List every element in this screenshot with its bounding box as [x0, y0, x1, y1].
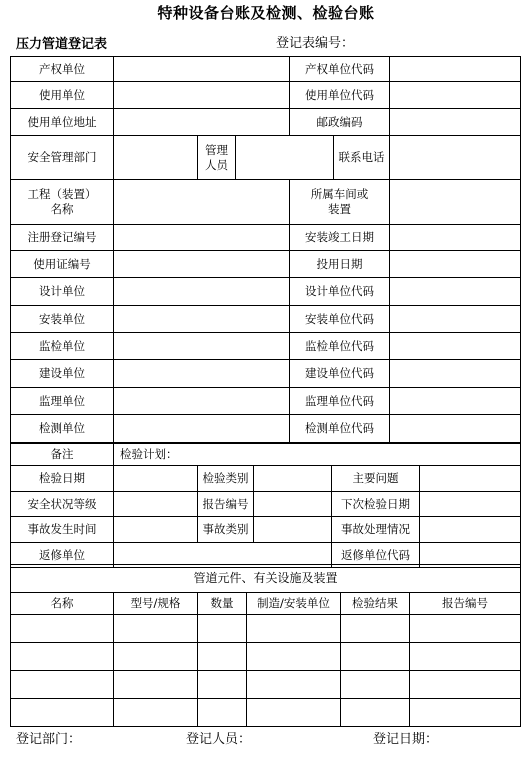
table-cell[interactable] [341, 643, 410, 671]
inspection-table [10, 443, 521, 568]
repair-unit-label: 返修单位 [11, 543, 114, 568]
accident-type-value[interactable] [254, 517, 332, 543]
inspection-type-label: 检验类别 [198, 466, 254, 492]
safety-manager-label-line1: 管理 [205, 142, 228, 157]
table-cell[interactable] [410, 671, 521, 699]
accident-time-value[interactable] [114, 517, 198, 543]
project-name-label-line1: 工程（装置） [27, 187, 97, 201]
construction-unit-label: 建设单位 [11, 360, 114, 388]
table-cell[interactable] [114, 615, 198, 643]
table-row [11, 615, 521, 643]
table-cell[interactable] [198, 643, 247, 671]
footer-registration-date: 登记日期： [373, 732, 439, 747]
footer-registration-person: 登记人员： [186, 732, 252, 747]
owner-unit-code-label: 产权单位代码 [290, 57, 390, 82]
supervisor-unit-code-value[interactable] [390, 388, 521, 415]
construction-unit-value[interactable] [114, 360, 290, 388]
project-name-label-line2: 名称 [50, 202, 74, 216]
design-unit-code-label: 设计单位代码 [290, 278, 390, 306]
design-unit-code-value[interactable] [390, 278, 521, 306]
design-unit-value[interactable] [114, 278, 290, 306]
next-inspection-date-label: 下次检验日期 [332, 492, 420, 517]
safety-dept-label: 安全管理部门 [11, 136, 114, 180]
col-header-quantity: 数量 [198, 593, 247, 615]
supervisor-unit-code-label: 监理单位代码 [290, 388, 390, 415]
table-cell[interactable] [410, 615, 521, 643]
safety-manager-label-line2: 人员 [205, 157, 228, 172]
table-cell[interactable] [198, 615, 247, 643]
inspection-plan-label: 检验计划： [114, 444, 521, 466]
repair-unit-code-label: 返修单位代码 [332, 543, 420, 568]
user-address-label: 使用单位地址 [11, 109, 114, 136]
reg-number-value[interactable] [114, 225, 290, 251]
col-header-manufacturer: 制造/安装单位 [247, 593, 341, 615]
user-address-value[interactable] [114, 109, 290, 136]
report-number-value[interactable] [254, 492, 332, 517]
accident-handling-label: 事故处理情况 [332, 517, 420, 543]
table-cell[interactable] [198, 671, 247, 699]
col-header-name: 名称 [11, 593, 114, 615]
postal-code-label: 邮政编码 [290, 109, 390, 136]
testing-unit-code-label: 检测单位代码 [290, 415, 390, 443]
table-cell[interactable] [11, 699, 114, 727]
main-issues-value[interactable] [420, 466, 521, 492]
table-cell[interactable] [410, 699, 521, 727]
table-cell[interactable] [341, 615, 410, 643]
table-cell[interactable] [247, 699, 341, 727]
components-section-title: 管道元件、有关设施及装置 [11, 565, 521, 593]
col-header-model: 型号/规格 [114, 593, 198, 615]
phone-label: 联系电话 [334, 136, 390, 180]
col-header-report-number: 报告编号 [410, 593, 521, 615]
owner-unit-label: 产权单位 [11, 57, 114, 82]
use-cert-number-label: 使用证编号 [11, 251, 114, 278]
owner-unit-code-value[interactable] [390, 57, 521, 82]
project-name-value[interactable] [114, 180, 290, 225]
install-unit-value[interactable] [114, 306, 290, 333]
supervisor-unit-label: 监理单位 [11, 388, 114, 415]
postal-code-value[interactable] [390, 109, 521, 136]
table-cell[interactable] [11, 643, 114, 671]
workshop-label-line1: 所属车间或 [310, 187, 369, 201]
supervision-inspection-unit-label: 监检单位 [11, 333, 114, 360]
supervisor-unit-value[interactable] [114, 388, 290, 415]
supervision-inspection-unit-code-label: 监检单位代码 [290, 333, 390, 360]
install-unit-code-value[interactable] [390, 306, 521, 333]
supervision-inspection-unit-value[interactable] [114, 333, 290, 360]
project-name-label [11, 180, 114, 225]
basic-info-table [10, 56, 521, 443]
next-inspection-date-value[interactable] [420, 492, 521, 517]
testing-unit-value[interactable] [114, 415, 290, 443]
workshop-label [290, 180, 390, 225]
form-subtitle: 压力管道登记表 [16, 37, 108, 52]
safety-dept-value[interactable] [114, 136, 198, 180]
safety-manager-value[interactable] [236, 136, 334, 180]
col-header-inspection-result: 检验结果 [341, 593, 410, 615]
registration-number-label: 登记表编号： [276, 36, 355, 51]
workshop-value[interactable] [390, 180, 521, 225]
install-complete-date-label: 安装竣工日期 [290, 225, 390, 251]
table-cell[interactable] [247, 615, 341, 643]
table-cell[interactable] [247, 671, 341, 699]
user-unit-code-value[interactable] [390, 82, 521, 109]
workshop-label-line2: 装置 [328, 202, 352, 216]
construction-unit-code-label: 建设单位代码 [290, 360, 390, 388]
main-issues-label: 主要问题 [332, 466, 420, 492]
page-title: 特种设备台账及检测、检验台账 [157, 4, 375, 22]
inspection-date-label: 检验日期 [11, 466, 114, 492]
remark-label: 备注 [11, 444, 114, 466]
testing-unit-label: 检测单位 [11, 415, 114, 443]
table-cell[interactable] [11, 615, 114, 643]
table-cell[interactable] [114, 671, 198, 699]
install-complete-date-value[interactable] [390, 225, 521, 251]
components-table [10, 564, 521, 727]
table-cell[interactable] [11, 671, 114, 699]
safety-manager-label [198, 136, 236, 180]
design-unit-label: 设计单位 [11, 278, 114, 306]
owner-unit-value[interactable] [114, 57, 290, 82]
table-row [11, 643, 521, 671]
construction-unit-code-value[interactable] [390, 360, 521, 388]
safety-grade-value[interactable] [114, 492, 198, 517]
inspection-type-value[interactable] [254, 466, 332, 492]
install-unit-label: 安装单位 [11, 306, 114, 333]
user-unit-code-label: 使用单位代码 [290, 82, 390, 109]
table-cell[interactable] [410, 643, 521, 671]
user-unit-value[interactable] [114, 82, 290, 109]
in-service-date-value[interactable] [390, 251, 521, 278]
table-cell[interactable] [198, 699, 247, 727]
table-cell[interactable] [114, 643, 198, 671]
safety-grade-label: 安全状况等级 [11, 492, 114, 517]
use-cert-number-value[interactable] [114, 251, 290, 278]
accident-handling-value[interactable] [420, 517, 521, 543]
install-unit-code-label: 安装单位代码 [290, 306, 390, 333]
table-row [11, 671, 521, 699]
inspection-date-value[interactable] [114, 466, 198, 492]
accident-time-label: 事故发生时间 [11, 517, 114, 543]
accident-type-label: 事故类别 [198, 517, 254, 543]
reg-number-label: 注册登记编号 [11, 225, 114, 251]
report-number-label: 报告编号 [198, 492, 254, 517]
in-service-date-label: 投用日期 [290, 251, 390, 278]
footer-registration-dept: 登记部门： [16, 732, 82, 747]
phone-value[interactable] [390, 136, 521, 180]
table-cell[interactable] [114, 699, 198, 727]
testing-unit-code-value[interactable] [390, 415, 521, 443]
user-unit-label: 使用单位 [11, 82, 114, 109]
table-row [11, 699, 521, 727]
table-cell[interactable] [341, 671, 410, 699]
supervision-inspection-unit-code-value[interactable] [390, 333, 521, 360]
table-cell[interactable] [341, 699, 410, 727]
table-cell[interactable] [247, 643, 341, 671]
